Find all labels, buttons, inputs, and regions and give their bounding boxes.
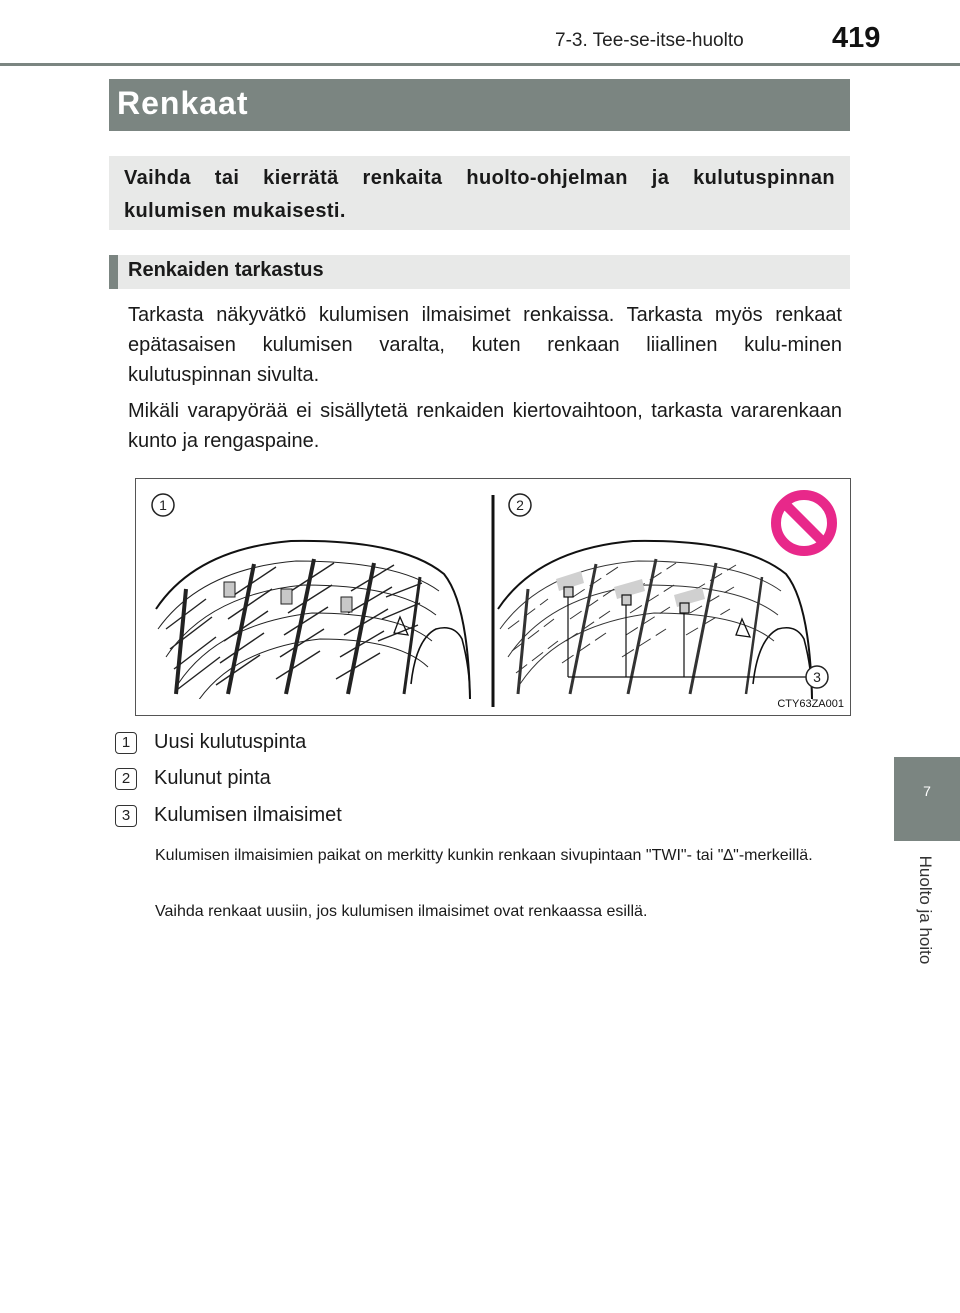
subheading: Renkaiden tarkastus [128,259,324,281]
legend-number: 1 [115,732,137,754]
figure-code: CTY63ZA001 [777,698,844,710]
note-2: Vaihda renkaat uusiin, jos kulumisen ilmaisimet ovat renkaassa esillä. [155,903,648,920]
chapter-tab [894,757,960,841]
header-divider [0,63,960,66]
tire-illustration [136,479,852,717]
section-heading: 7-3. Tee-se-itse-huolto [555,30,744,51]
callout-2 [509,494,531,516]
chapter-number: 7 [923,783,931,799]
svg-text:3: 3 [813,669,821,685]
legend-number: 2 [115,768,137,790]
intro-text: Vaihda tai kierrätä renkaita huolto-ohjelman ja kulutuspinnan kulumisen mukaisesti. [124,167,835,222]
prohibition-icon [776,495,832,551]
title-bar [109,79,850,131]
legend-text: Kulumisen ilmaisimet [154,804,342,826]
page-title: Renkaat [117,85,249,121]
note-1: Kulumisen ilmaisimien paikat on merkitty kunkin renkaan sivupintaan "TWI"- tai "∆"-merkeillä. [155,847,813,864]
page-number: 419 [832,22,881,54]
subheading-bar [109,255,850,289]
intro-box [109,156,850,230]
svg-text:2: 2 [516,497,524,513]
tire-tread-figure [135,478,851,716]
legend-number: 3 [115,805,137,827]
legend-text: Kulunut pinta [154,767,271,789]
paragraph-1: Tarkasta näkyvätkö kulumisen ilmaisimet renkaissa. Tarkasta myös renkaat epätasaisen kulumisen varalta, kuten renkaan liiallinen kulu-minen kulutuspinnan sivulta. [128,304,842,386]
callout-1 [152,494,174,516]
legend-text: Uusi kulutuspinta [154,731,307,753]
svg-text:1: 1 [159,497,167,513]
new-tread-tire [156,541,470,704]
worn-tread-tire [498,541,812,699]
chapter-label: Huolto ja hoito [916,855,935,965]
callout-3 [806,666,828,688]
paragraph-2: Mikäli varapyörää ei sisällytetä renkaiden kiertovaihtoon, tarkasta vararenkaan kunto ja rengaspaine. [128,400,842,452]
